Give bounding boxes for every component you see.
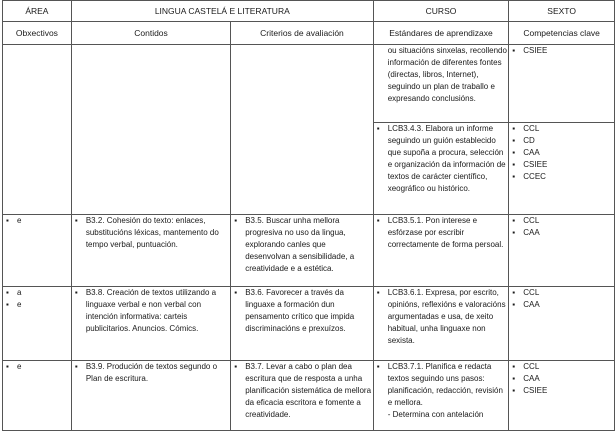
objective-item: ▪ e	[3, 299, 71, 311]
standards-text	[374, 361, 509, 421]
competency-item: ▪ CCL	[509, 361, 614, 373]
competencies-cell	[509, 361, 615, 431]
contents-text: ▪ B3.9. Produción de textos segundo o Plan de escritura.	[72, 361, 230, 385]
criteria-text: ▪ B3.5. Buscar unha mellora progresiva no uso da lingua, explorando canles que desenvolvan a sensibilidade, a creatividade e a estética.	[231, 215, 373, 275]
standards-main: LCB3.7.1. Planifica e redacta textos seguindo uns pasos: planificación, redacción, revisión e mellora.	[387, 362, 503, 407]
standards-text: ▪ LCB3.5.1. Pon interese e esfórzase por escribir correctamente de forma persoal.	[374, 215, 509, 251]
criteria-cell	[231, 215, 374, 287]
standards-cell	[373, 123, 509, 215]
table-row	[3, 287, 615, 361]
course-value: SEXTO	[509, 1, 615, 22]
course-label: CURSO	[373, 1, 509, 22]
contents-text: ▪ B3.8. Creación de textos utilizando a linguaxe verbal e non verbal con intención informativa: carteis publicitarios. Anuncios. Cómics.	[72, 287, 230, 335]
objectives-cell	[3, 361, 72, 431]
competency-item: ▪ CCL	[509, 123, 614, 135]
standards-header: Estándares de aprendizaxe	[373, 22, 509, 45]
competency-item: ▪ CCEC	[509, 171, 614, 183]
standards-text: ou situacións sinxelas, recollendo información de diferentes fontes (directas, libros, Internet), seguindo un plan de traballo e expresando conclusións.	[387, 46, 507, 103]
objectives-cell	[3, 215, 72, 287]
competencies-cell	[509, 215, 615, 287]
criteria-text: ▪ B3.7. Levar a cabo o plan dea escritura que de resposta a unha planificación sistemática de mellora da eficacia escritora e fomente a creatividade.	[231, 361, 373, 421]
column-header-row	[3, 22, 615, 45]
table-row	[3, 215, 615, 287]
subject-title: LINGUA CASTELÁ E LITERATURA	[71, 1, 373, 22]
table-row	[3, 361, 615, 431]
competencies-cell	[509, 287, 615, 361]
area-label: ÁREA	[3, 1, 72, 22]
competency-item: ▪ CAA	[509, 299, 614, 311]
contents-cell	[71, 45, 230, 215]
criteria-cell	[231, 287, 374, 361]
competency-item: ▪ CAA	[509, 227, 614, 239]
competencies-cell	[509, 123, 615, 215]
objective-item: ▪ e	[3, 215, 71, 227]
contents-cell	[71, 361, 230, 431]
standards-cell	[373, 215, 509, 287]
competency-item: ▪ CAA	[509, 373, 614, 385]
competencies-cell	[509, 45, 615, 123]
standards-cell	[373, 361, 509, 431]
criteria-cell	[231, 361, 374, 431]
contents-header: Contidos	[71, 22, 230, 45]
objectives-cell	[3, 287, 72, 361]
competency-item: ▪ CSIEE	[509, 45, 614, 57]
competency-item: ▪ CD	[509, 135, 614, 147]
contents-cell	[71, 287, 230, 361]
competency-item: ▪ CAA	[509, 147, 614, 159]
contents-cell	[71, 215, 230, 287]
standards-text: ▪ LCB3.6.1. Expresa, por escrito, opinións, reflexións e valoracións argumentadas e usa, de xeito habitual, unha linguaxe non sexista.	[374, 287, 509, 347]
header-row	[3, 1, 615, 22]
table-row	[3, 45, 615, 123]
standards-cell	[373, 45, 509, 123]
objectives-cell	[3, 45, 72, 215]
criteria-header: Criterios de avaliación	[231, 22, 374, 45]
objective-item: ▪ e	[3, 361, 71, 373]
competencies-header: Competencias clave	[509, 22, 615, 45]
curriculum-table	[2, 0, 615, 431]
standards-text: ▪ LCB3.4.3. Elabora un informe seguindo un guión establecido que supoña a procura, selección e organización da información de textos de carácter científico, xeográfico ou histórico.	[374, 123, 509, 195]
criteria-cell	[231, 45, 374, 215]
standards-cell	[373, 287, 509, 361]
contents-text: ▪ B3.2. Cohesión do texto: enlaces, substitucións léxicas, mantemento do tempo verbal, puntuación.	[72, 215, 230, 251]
criteria-text: ▪ B3.6. Favorecer a través da linguaxe a formación dun pensamento crítico que impida discriminacións e prexuízos.	[231, 287, 373, 335]
objectives-header: Obxectivos	[3, 22, 72, 45]
competency-item: ▪ CCL	[509, 287, 614, 299]
competency-item: ▪ CSIEE	[509, 159, 614, 171]
standards-extra: - Determina con antelación	[387, 410, 484, 419]
competency-item: ▪ CSIEE	[509, 385, 614, 397]
competency-item: ▪ CCL	[509, 215, 614, 227]
objective-item: ▪ a	[3, 287, 71, 299]
